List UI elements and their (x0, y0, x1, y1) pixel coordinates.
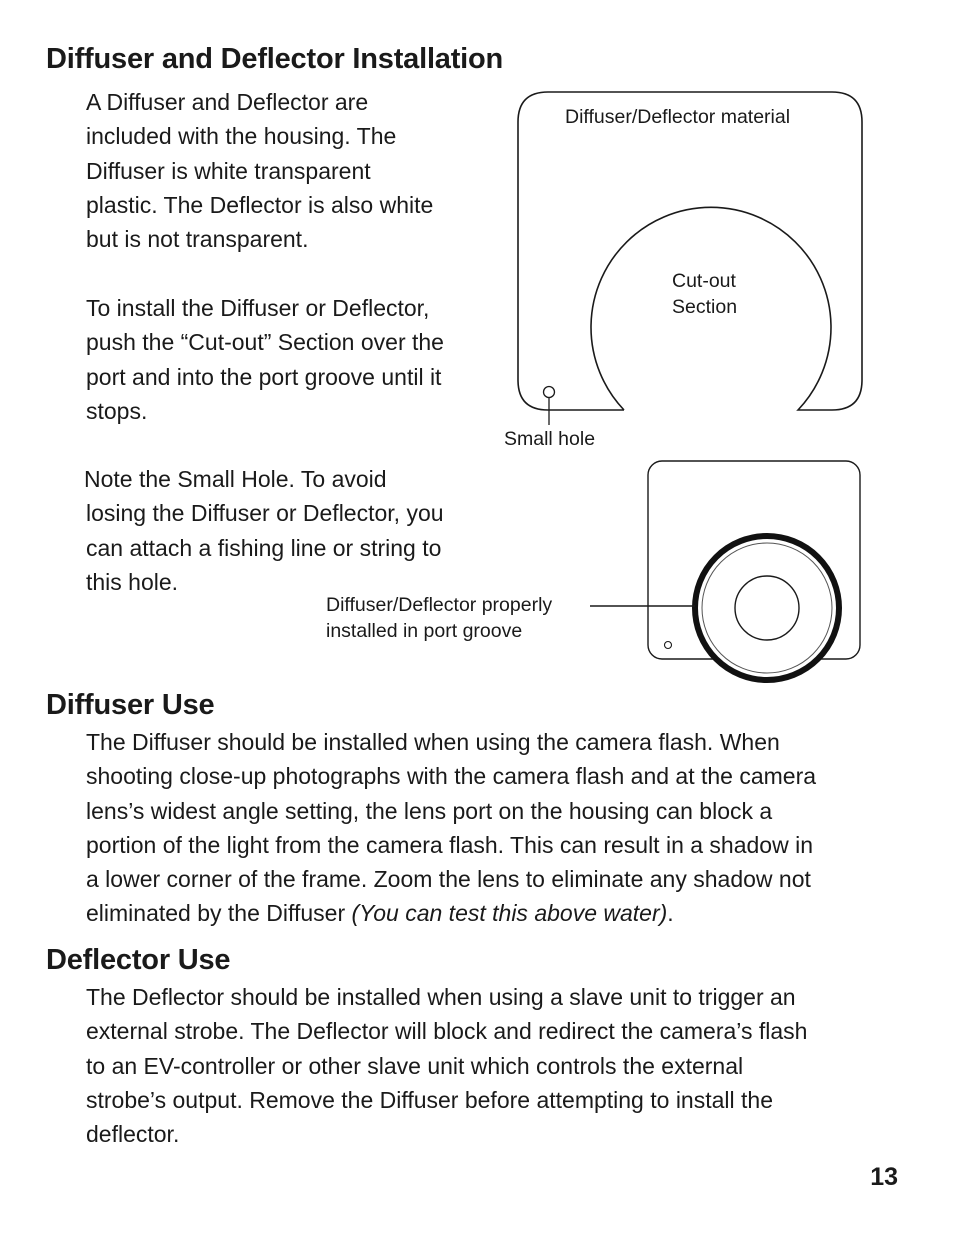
text-line: plastic. The Deflector is also white (86, 191, 434, 218)
text-line: To install the Diffuser or Deflector, (86, 295, 430, 321)
heading-diffuser-use: Diffuser Use (46, 689, 215, 721)
text-line: installed in port groove (326, 620, 523, 642)
text-line: Note the Small Hole. To avoid (84, 466, 387, 492)
text-line: included with the housing. The (86, 123, 397, 150)
text-line: can attach a fishing line or string to (86, 534, 442, 561)
diffuser-material-outline (518, 92, 862, 410)
text-line: shooting close-up photographs with the camera flash and at the camera (86, 763, 817, 790)
text-line (86, 896, 816, 930)
text-line: but is not transparent. (86, 226, 309, 253)
lens-port-circle (735, 576, 799, 640)
text-run: . (667, 900, 674, 927)
diffuser-use-paragraph (86, 725, 816, 931)
deflector-use-paragraph (86, 980, 807, 1151)
text-line: Diffuser/Deflector properly (326, 594, 553, 616)
material-label: Diffuser/Deflector material (565, 106, 791, 128)
small-hole-label: Small hole (504, 428, 596, 450)
text-line: push the “Cut-out” Section over the (86, 329, 444, 356)
text-line: port and into the port groove until it (86, 363, 442, 390)
text-line: The Diffuser should be installed when using the camera flash. When (86, 729, 780, 755)
text-run: eliminated by the Diffuser (86, 900, 352, 927)
page-number: 13 (870, 1163, 898, 1191)
text-line: external strobe. The Deflector will block and redirect the camera’s flash (86, 1018, 808, 1045)
text-line: to an EV-controller or other slave unit which controls the external (86, 1052, 744, 1079)
text-line: Diffuser is white transparent (86, 157, 371, 184)
text-line: a lower corner of the frame. Zoom the lens to eliminate any shadow not (86, 866, 811, 893)
text-line: The Deflector should be installed when using a slave unit to trigger an (86, 984, 796, 1010)
text-line: deflector. (86, 1121, 180, 1148)
heading-deflector-use: Deflector Use (46, 944, 231, 976)
text-line: A Diffuser and Deflector are (86, 89, 369, 115)
cutout-label (672, 268, 737, 320)
small-hole-icon (544, 387, 555, 398)
italic-note: (You can test this above water) (351, 900, 668, 927)
text-line: Cut-out (672, 270, 736, 292)
text-line: strobe’s output. Remove the Diffuser before attempting to install the (86, 1086, 773, 1113)
installed-label (326, 592, 552, 644)
heading-installation: Diffuser and Deflector Installation (46, 43, 504, 75)
housing-small-hole-icon (665, 642, 672, 649)
text-line: portion of the light from the camera flash. This can result in a shadow in (86, 831, 814, 858)
text-line: stops. (86, 397, 148, 424)
text-line: losing the Diffuser or Deflector, you (86, 500, 444, 527)
text-line: Section (672, 296, 738, 318)
text-line: this hole. (86, 568, 179, 595)
text-line: lens’s widest angle setting, the lens port on the housing can block a (86, 797, 773, 824)
